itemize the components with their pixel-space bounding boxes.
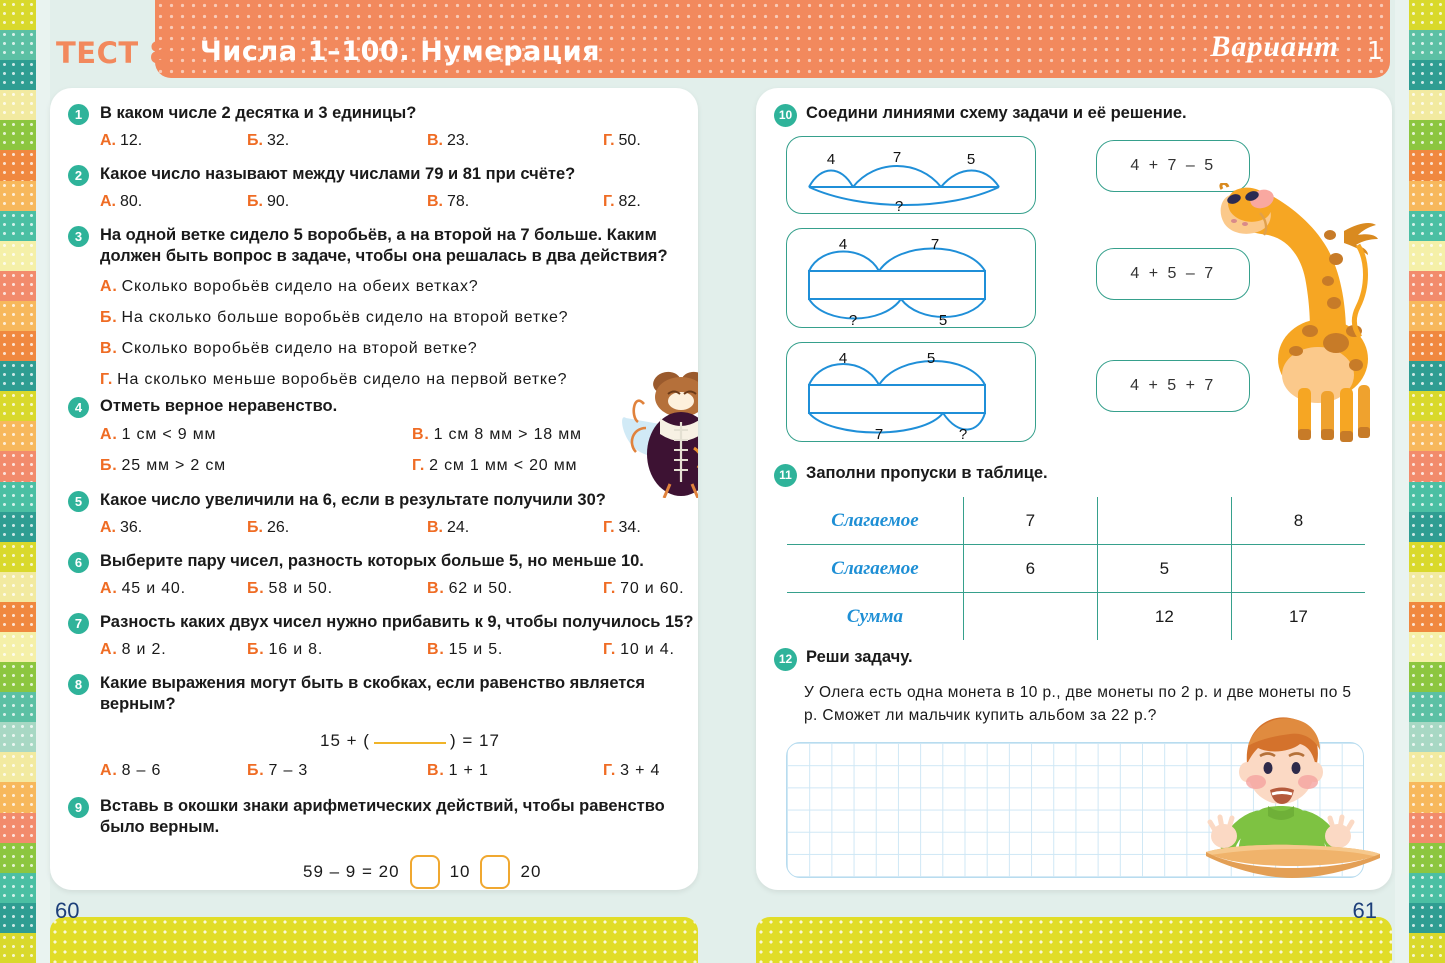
option-text: 10 и 4. xyxy=(620,641,675,658)
option-7-v[interactable] xyxy=(427,641,503,659)
stripe-segment xyxy=(1409,391,1445,421)
option-1-b[interactable] xyxy=(247,132,289,150)
option-letter: А. xyxy=(100,278,118,295)
question-1-number: 1 xyxy=(68,104,89,125)
question-2-text: Какое число называют между числами 79 и 81 при счёте? xyxy=(100,165,576,183)
option-text: 2 см 1 мм < 20 мм xyxy=(429,457,578,474)
variant-number: 1 xyxy=(1367,36,1383,65)
stripe-segment xyxy=(0,692,36,722)
svg-text:5: 5 xyxy=(926,350,936,367)
option-letter: А. xyxy=(100,193,116,210)
scheme-2-diagram xyxy=(787,229,1037,329)
stripe-segment xyxy=(0,211,36,241)
equation-part-1: 59 – 9 = 20 xyxy=(303,862,400,881)
option-letter: В. xyxy=(427,132,443,149)
option-text: 3 + 4 xyxy=(620,762,661,779)
question-4-text: Отметь верное неравенство. xyxy=(100,397,338,415)
option-letter: А. xyxy=(100,762,118,779)
option-4-a[interactable] xyxy=(100,426,216,444)
stripe-segment xyxy=(1409,782,1445,812)
stripe-segment xyxy=(1409,271,1445,301)
option-2-b[interactable] xyxy=(247,193,289,211)
option-text: 7 – 3 xyxy=(268,762,309,779)
option-text: 78. xyxy=(447,193,470,210)
giraffe-illustration xyxy=(1218,183,1392,443)
stripe-segment xyxy=(0,90,36,120)
option-letter: А. xyxy=(100,519,116,536)
question-12-number: 12 xyxy=(774,648,797,671)
operator-box-2[interactable] xyxy=(480,855,510,889)
option-letter: Г. xyxy=(603,641,617,658)
option-letter: Г. xyxy=(603,519,615,536)
option-text: 90. xyxy=(266,193,290,210)
option-letter: А. xyxy=(100,580,118,597)
stripe-segment xyxy=(0,482,36,512)
option-letter: Б. xyxy=(247,132,263,149)
option-3-a[interactable] xyxy=(100,278,478,296)
stripe-segment xyxy=(0,752,36,782)
option-8-g[interactable] xyxy=(603,762,660,780)
question-1-text: В каком числе 2 десятка и 3 единицы? xyxy=(100,104,417,122)
question-5-number: 5 xyxy=(68,491,89,512)
stripe-segment xyxy=(1409,903,1445,933)
option-7-a[interactable] xyxy=(100,641,166,659)
stripe-segment xyxy=(1409,813,1445,843)
question-4-number: 4 xyxy=(68,397,89,418)
stripe-segment xyxy=(1409,602,1445,632)
scheme-3-diagram xyxy=(787,343,1037,443)
option-text: 26. xyxy=(266,519,290,536)
cell-r2c1[interactable]: 6 xyxy=(963,545,1097,593)
option-1-a[interactable] xyxy=(100,132,142,150)
row-label-addend-1: Слагаемое xyxy=(787,497,964,545)
page-number-right: 61 xyxy=(1352,898,1377,923)
stripe-segment xyxy=(0,602,36,632)
operator-box-1[interactable] xyxy=(410,855,440,889)
option-6-g[interactable] xyxy=(603,580,684,598)
answer-box-3[interactable]: 4 + 5 + 7 xyxy=(1096,360,1250,412)
question-12-task-text: У Олега есть одна монета в 10 р., две монеты по 2 р. и две монеты по 5 р. Сможет ли мальчик купить альбом за 22 р.? xyxy=(804,684,1352,725)
option-6-a[interactable] xyxy=(100,580,186,598)
question-10-text: Соедини линиями схему задачи и её решение. xyxy=(806,104,1187,122)
stripe-segment xyxy=(0,150,36,180)
question-11-text: Заполни пропуски в таблице. xyxy=(806,464,1048,482)
question-1-options xyxy=(100,132,698,154)
left-gap-strip xyxy=(36,0,50,963)
option-letter: А. xyxy=(100,426,118,443)
stripe-segment xyxy=(1409,722,1445,752)
stripe-segment xyxy=(0,572,36,602)
stripe-segment xyxy=(1409,301,1445,331)
option-2-a[interactable] xyxy=(100,193,142,211)
stripe-segment xyxy=(1409,873,1445,903)
stripe-segment xyxy=(1409,512,1445,542)
option-text: 36. xyxy=(120,519,143,536)
svg-text:7: 7 xyxy=(930,236,940,253)
addends-table xyxy=(786,496,1366,641)
option-7-b[interactable] xyxy=(247,641,323,659)
option-letter: Б. xyxy=(247,762,265,779)
option-text: 23. xyxy=(447,132,470,149)
stripe-segment xyxy=(1409,632,1445,662)
stripe-segment xyxy=(0,782,36,812)
question-2-options xyxy=(100,193,698,215)
option-3-b[interactable] xyxy=(100,309,568,327)
stripe-segment xyxy=(0,301,36,331)
svg-text:5: 5 xyxy=(966,151,976,168)
option-text: На сколько меньше воробьёв сидело на первой ветке? xyxy=(117,371,568,388)
answer-box-1[interactable]: 4 + 7 – 5 xyxy=(1096,140,1250,192)
equation-suffix: ) = 17 xyxy=(449,731,500,750)
stripe-segment xyxy=(0,903,36,933)
answer-box-2[interactable]: 4 + 5 – 7 xyxy=(1096,248,1250,300)
option-5-b[interactable] xyxy=(247,519,289,537)
option-3-v[interactable] xyxy=(100,340,478,358)
option-2-g[interactable] xyxy=(603,193,641,211)
option-text: 25 мм > 2 см xyxy=(121,457,226,474)
table-row xyxy=(787,593,1366,641)
option-letter: Б. xyxy=(100,457,118,474)
question-3-number: 3 xyxy=(68,226,89,247)
option-letter: Б. xyxy=(247,580,265,597)
option-text: 8 – 6 xyxy=(121,762,162,779)
option-text: 24. xyxy=(447,519,470,536)
svg-text:4: 4 xyxy=(838,350,848,367)
cell-r3c1[interactable] xyxy=(963,593,1097,641)
option-text: 45 и 40. xyxy=(121,580,186,597)
stripe-segment xyxy=(0,843,36,873)
stripe-segment xyxy=(0,632,36,662)
option-text: Сколько воробьёв сидело на обеих ветках? xyxy=(121,278,479,295)
option-text: 16 и 8. xyxy=(268,641,324,658)
equation-prefix: 15 + ( xyxy=(320,731,370,750)
svg-text:?: ? xyxy=(894,198,904,215)
option-text: 58 и 50. xyxy=(268,580,333,597)
option-text: 34. xyxy=(618,519,641,536)
option-letter: В. xyxy=(427,580,445,597)
table-row xyxy=(787,545,1366,593)
option-8-b[interactable] xyxy=(247,762,308,780)
stripe-segment xyxy=(1409,181,1445,211)
question-10-number: 10 xyxy=(774,104,797,127)
option-text: 1 + 1 xyxy=(448,762,489,779)
row-label-sum: Сумма xyxy=(787,593,964,641)
option-1-v[interactable] xyxy=(427,132,469,150)
option-text: 32. xyxy=(266,132,290,149)
option-1-g[interactable] xyxy=(603,132,641,150)
option-letter: Г. xyxy=(603,580,617,597)
row-label-addend-2: Слагаемое xyxy=(787,545,964,593)
option-letter: В. xyxy=(427,519,443,536)
option-text: 12. xyxy=(120,132,143,149)
option-8-v[interactable] xyxy=(427,762,489,780)
stripe-segment xyxy=(1409,150,1445,180)
stripe-segment xyxy=(0,331,36,361)
stripe-segment xyxy=(0,933,36,963)
option-letter: Г. xyxy=(603,132,615,149)
question-9-equation xyxy=(303,855,541,889)
question-8-equation xyxy=(320,731,500,751)
stripe-segment xyxy=(0,451,36,481)
option-letter: Б. xyxy=(247,519,263,536)
option-4-b[interactable] xyxy=(100,457,226,475)
option-3-g[interactable] xyxy=(100,371,567,389)
option-6-b[interactable] xyxy=(247,580,333,598)
stripe-segment xyxy=(1409,120,1445,150)
stripe-segment xyxy=(1409,482,1445,512)
option-letter: Б. xyxy=(247,193,263,210)
question-6-text: Выберите пару чисел, разность которых больше 5, но меньше 10. xyxy=(100,552,644,570)
option-5-v[interactable] xyxy=(427,519,469,537)
option-letter: В. xyxy=(427,641,445,658)
test-label: ТЕСТ 8. xyxy=(56,36,182,70)
option-text: 62 и 50. xyxy=(448,580,513,597)
boy-illustration xyxy=(1204,706,1384,882)
option-text: 70 и 60. xyxy=(620,580,685,597)
option-letter: Б. xyxy=(100,309,118,326)
option-4-g[interactable] xyxy=(412,457,577,475)
option-5-g[interactable] xyxy=(603,519,641,537)
stripe-segment xyxy=(0,181,36,211)
option-letter: В. xyxy=(427,762,445,779)
option-letter: А. xyxy=(100,132,116,149)
stripe-segment xyxy=(1409,241,1445,271)
stripe-segment xyxy=(1409,933,1445,963)
stripe-segment xyxy=(0,271,36,301)
right-page-card xyxy=(756,88,1392,890)
stripe-segment xyxy=(1409,421,1445,451)
right-gap-strip xyxy=(1395,0,1409,963)
question-9-text: Вставь в окошки знаки арифметических действий, чтобы равенство было верным. xyxy=(100,797,665,837)
option-text: 50. xyxy=(618,132,641,149)
option-letter: В. xyxy=(427,193,443,210)
cell-r3c2[interactable]: 12 xyxy=(1097,593,1231,641)
question-12-text: Реши задачу. xyxy=(806,648,913,666)
stripe-segment xyxy=(1409,843,1445,873)
stripe-segment xyxy=(0,241,36,271)
equation-part-2: 10 xyxy=(449,862,471,881)
scheme-box-1[interactable] xyxy=(786,136,1036,214)
stripe-segment xyxy=(1409,211,1445,241)
option-8-a[interactable] xyxy=(100,762,161,780)
question-7-text: Разность каких двух чисел нужно прибавить к 9, чтобы получилось 15? xyxy=(100,613,694,631)
svg-text:7: 7 xyxy=(892,149,902,166)
option-letter: А. xyxy=(100,641,118,658)
option-text: Сколько воробьёв сидело на второй ветке? xyxy=(121,340,478,357)
question-9-number: 9 xyxy=(68,797,89,818)
question-5-text: Какое число увеличили на 6, если в результате получили 30? xyxy=(100,491,606,509)
table-row xyxy=(787,497,1366,545)
option-letter: Г. xyxy=(412,457,426,474)
equation-part-3: 20 xyxy=(520,862,542,881)
scheme-box-2[interactable] xyxy=(786,228,1036,328)
stripe-segment xyxy=(1409,662,1445,692)
svg-text:?: ? xyxy=(848,312,858,329)
option-letter: В. xyxy=(412,426,430,443)
option-text: 82. xyxy=(618,193,641,210)
stripe-segment xyxy=(1409,451,1445,481)
option-text: На сколько больше воробьёв сидело на второй ветке? xyxy=(121,309,569,326)
stripe-segment xyxy=(1409,361,1445,391)
page-number-left: 60 xyxy=(55,898,80,923)
svg-text:4: 4 xyxy=(838,236,848,253)
stripe-segment xyxy=(0,120,36,150)
option-letter: Г. xyxy=(603,762,617,779)
question-6-number: 6 xyxy=(68,552,89,573)
question-7-number: 7 xyxy=(68,613,89,634)
stripe-segment xyxy=(0,512,36,542)
option-text: 15 и 5. xyxy=(448,641,504,658)
equation-blank[interactable] xyxy=(374,742,446,744)
stripe-segment xyxy=(1409,542,1445,572)
stripe-segment xyxy=(0,421,36,451)
stripe-segment xyxy=(1409,692,1445,722)
scheme-1-diagram xyxy=(787,137,1037,215)
cell-r1c2[interactable] xyxy=(1097,497,1231,545)
stripe-segment xyxy=(0,873,36,903)
stripe-segment xyxy=(0,542,36,572)
svg-text:5: 5 xyxy=(938,312,948,329)
stripe-segment xyxy=(1409,572,1445,602)
stripe-segment xyxy=(0,361,36,391)
cell-r1c3[interactable]: 8 xyxy=(1231,497,1365,545)
svg-text:4: 4 xyxy=(826,151,836,168)
option-letter: Б. xyxy=(247,641,265,658)
stripe-segment xyxy=(1409,752,1445,782)
svg-text:?: ? xyxy=(958,426,968,443)
left-decorative-stripes xyxy=(0,0,36,963)
page-title: Числа 1–100. Нумерация xyxy=(200,36,601,67)
stripe-segment xyxy=(0,662,36,692)
stripe-segment xyxy=(1409,90,1445,120)
bottom-decor-bar-left xyxy=(50,917,698,963)
question-2-number: 2 xyxy=(68,165,89,186)
option-text: 80. xyxy=(120,193,143,210)
svg-text:7: 7 xyxy=(874,426,884,443)
option-letter: Г. xyxy=(100,371,114,388)
question-3-text: На одной ветке сидело 5 воробьёв, а на второй на 7 больше. Каким должен быть вопрос в задаче, чтобы она решалась в два действия? xyxy=(100,226,668,266)
option-6-v[interactable] xyxy=(427,580,513,598)
cell-r3c3[interactable]: 17 xyxy=(1231,593,1365,641)
stripe-segment xyxy=(0,813,36,843)
question-8-number: 8 xyxy=(68,674,89,695)
option-text: 1 см 8 мм > 18 мм xyxy=(433,426,582,443)
question-11-number: 11 xyxy=(774,464,797,487)
right-decorative-stripes xyxy=(1409,0,1445,963)
cell-r1c1[interactable]: 7 xyxy=(963,497,1097,545)
stripe-segment xyxy=(0,722,36,752)
stripe-segment xyxy=(0,391,36,421)
variant-label: Вариант xyxy=(1210,30,1339,63)
option-letter: В. xyxy=(100,340,118,357)
left-page-card xyxy=(50,88,698,890)
option-5-a[interactable] xyxy=(100,519,142,537)
option-2-v[interactable] xyxy=(427,193,469,211)
beetle-character-illustration xyxy=(616,366,698,498)
cell-r2c2[interactable]: 5 xyxy=(1097,545,1231,593)
option-text: 8 и 2. xyxy=(121,641,167,658)
page-header xyxy=(0,0,1445,78)
option-7-g[interactable] xyxy=(603,641,675,659)
cell-r2c3[interactable] xyxy=(1231,545,1365,593)
option-letter: Г. xyxy=(603,193,615,210)
option-text: 1 см < 9 мм xyxy=(121,426,217,443)
scheme-box-3[interactable] xyxy=(786,342,1036,442)
option-4-v[interactable] xyxy=(412,426,582,444)
question-8-text: Какие выражения могут быть в скобках, если равенство является верным? xyxy=(100,674,645,714)
stripe-segment xyxy=(1409,331,1445,361)
bottom-decor-bar-right xyxy=(756,917,1392,963)
